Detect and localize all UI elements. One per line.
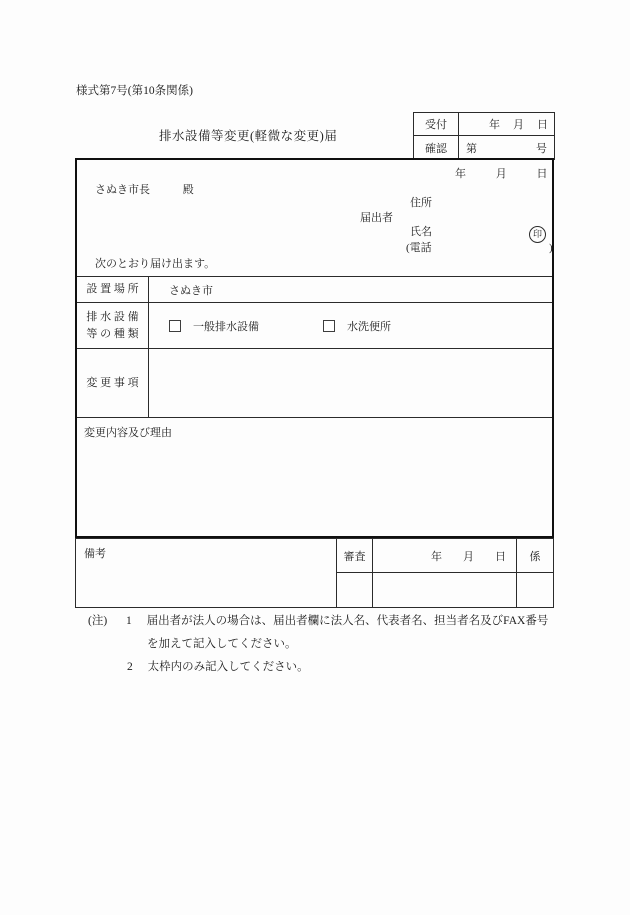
applicant-label: 届出者 [360,212,393,224]
submission-date-day: 日 [536,168,548,180]
staff-stamp-cell [517,573,553,607]
review-label: 審査 [337,539,373,573]
phone-label: (電話 [406,242,432,254]
note1-text-line2: を加えて記入してください。 [147,638,297,650]
note-line-1 [88,615,548,629]
office-use-table [75,538,554,608]
main-form-frame [75,158,554,538]
change-items-row [77,348,552,417]
change-reason-label: 変更内容及び理由 [84,427,172,439]
facility-type-options [149,303,552,348]
option-general-drainage-label: 一般排水設備 [193,320,259,333]
note-line-3 [127,661,309,675]
review-date-entry-cell [373,573,517,607]
note1-number: 1 [126,615,132,627]
form-number: 様式第7号(第10条関係) [76,85,193,97]
confirm-no-suffix: 号 [536,142,547,155]
checkbox-flush-toilet[interactable] [323,320,335,332]
address-label: 住所 [410,197,432,209]
review-date-cell [373,539,517,573]
review-stamp-cell [337,573,373,607]
seal-mark-icon: 印 [529,226,546,243]
submission-date-year: 年 [455,168,466,180]
note2-number: 2 [127,661,133,673]
change-items-value [149,349,552,417]
confirm-number-cell [459,136,554,159]
note1-text-line1: 届出者が法人の場合は、届出者欄に法人名、代表者名、担当者名及びFAX番号 [146,615,549,627]
checkbox-general-drainage[interactable] [169,320,181,332]
name-label: 氏名 [410,226,432,238]
location-row [77,276,552,302]
phone-close-paren: ) [549,242,553,254]
change-items-label: 変 更 事 項 [77,349,149,417]
note2-text: 太枠内のみ記入してください。 [147,661,309,673]
staff-label: 係 [517,539,553,573]
note-marker: (注) [88,615,108,627]
remarks-cell: 備考 [76,539,337,607]
review-date-month: 月 [463,550,474,563]
confirm-no-prefix: 第 [466,142,477,155]
facility-type-row [77,302,552,348]
receipt-date-day: 日 [537,119,548,131]
receipt-date-cell [459,113,554,136]
addressee-honorific: 殿 [182,184,194,196]
review-date-year: 年 [431,550,442,563]
declaration-text: 次のとおり届け出ます。 [95,258,216,270]
receipt-date-year: 年 [489,119,500,131]
receipt-date-month: 月 [513,119,524,131]
receipt-label: 受付 [414,113,459,136]
location-value: さぬき市 [169,284,213,297]
addressee-line [95,184,194,197]
reception-table [413,112,555,160]
location-label: 設 置 場 所 [77,277,149,302]
change-reason-section [77,417,552,536]
submission-date-month: 月 [495,168,507,180]
facility-type-label: 排 水 設 備 等 の 種 類 [77,303,149,348]
review-table [337,539,553,607]
submission-date [455,168,548,181]
form-title: 排水設備等変更(軽微な変更)届 [159,129,338,143]
addressee: さぬき市長 [95,184,150,196]
option-flush-toilet-label: 水洗便所 [347,320,391,333]
confirm-label: 確認 [414,136,459,159]
review-date-day: 日 [495,550,506,563]
